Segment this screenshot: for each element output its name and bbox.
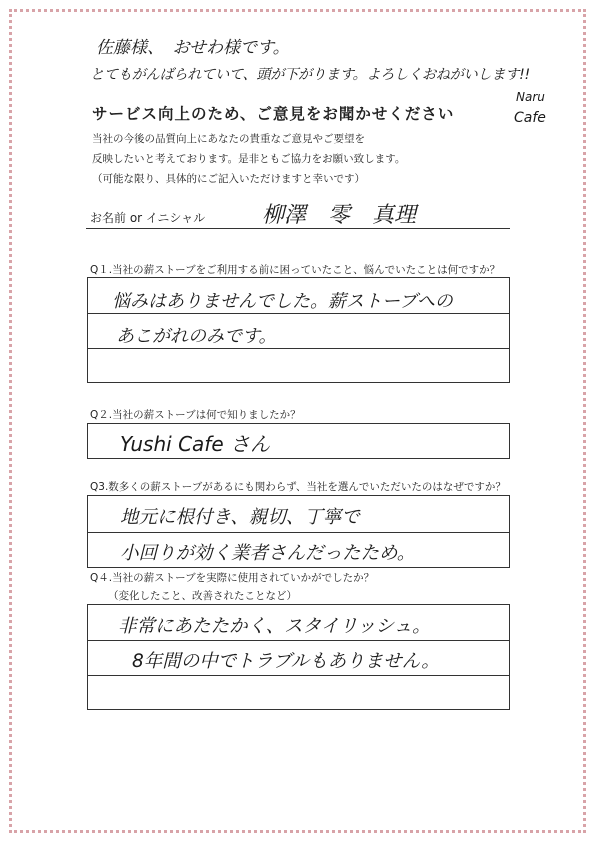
handwritten-side-note-2: Cafe — [514, 110, 546, 126]
q2-answer: Yushi Cafe さん — [120, 432, 270, 456]
q1-answer-line-2: あこがれのみです。 — [116, 326, 277, 347]
q2-label: Q２.当社の薪ストーブは何で知りましたか？ — [90, 409, 301, 421]
name-value: 柳澤 零 真理 — [262, 203, 417, 228]
name-underline — [86, 228, 510, 229]
intro-line-3: （可能な限り、具体的にご記入いただけますと幸いです） — [92, 173, 365, 185]
q4-label: Q４.当社の薪ストーブを実際に使用されていかがでしたか？ — [90, 572, 375, 584]
handwritten-side-note-1: Naru — [516, 90, 545, 104]
form-title: サービス向上のため、ご意見をお聞かせください — [92, 105, 455, 123]
q3-label: Q3.数多くの薪ストーブがあるにも関わらず、当社を選んでいただいたのはなぜですか？ — [90, 481, 506, 493]
q4-sublabel: （変化したこと、改善されたことなど） — [108, 590, 297, 602]
handwritten-note-line1: 佐藤様、 おせわ様です。 — [96, 38, 290, 58]
intro-line-1: 当社の今後の品質向上にあなたの貴重なご意見やご要望を — [92, 133, 365, 145]
q4-answer-line-1: 非常にあたたかく、スタイリッシュ。 — [118, 616, 431, 637]
q3-answer-line-1: 地元に根付き、親切、丁寧で — [120, 507, 360, 528]
q4-answer-line-2: 8年間の中でトラブルもありません。 — [132, 651, 440, 672]
intro-line-2: 反映したいと考えております。是非ともご協力をお願い致します。 — [92, 153, 406, 165]
name-label: お名前 or イニシャル — [90, 211, 206, 225]
handwritten-note-line2: とてもがんばられていて、頭が下がります。よろしくおねがいします!! — [90, 67, 530, 83]
q1-answer-line-1: 悩みはありませんでした。薪ストーブへの — [112, 291, 453, 312]
q1-label: Q１.当社の薪ストーブをご利用する前に困っていたこと、悩んでいたことは何ですか？ — [90, 264, 501, 276]
q3-answer-line-2: 小回りが効く業者さんだったため。 — [120, 543, 416, 564]
